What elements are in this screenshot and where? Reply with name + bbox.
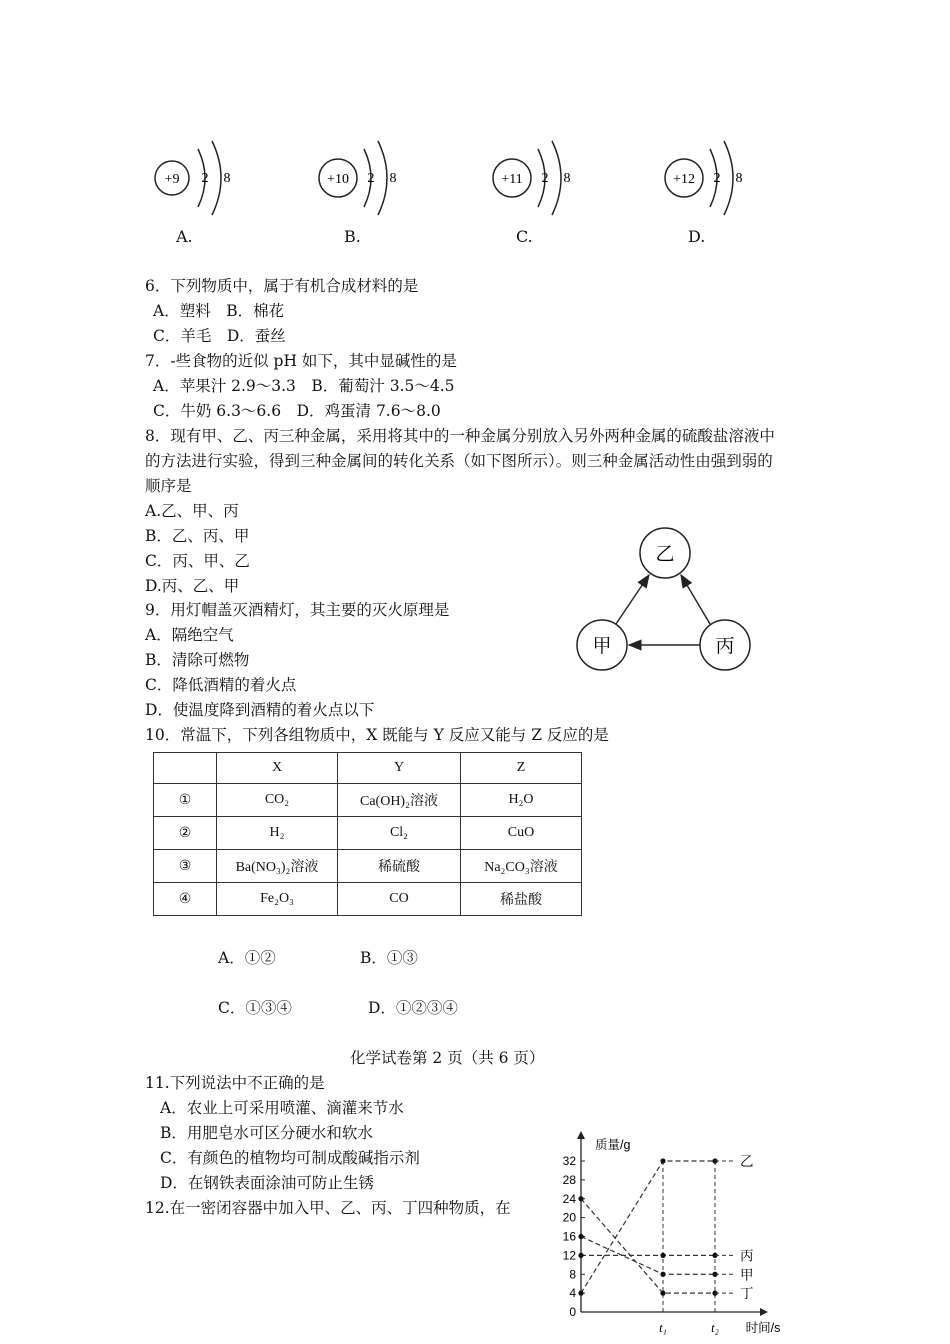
x-axis-arrow bbox=[760, 1308, 768, 1316]
data-point bbox=[660, 1272, 665, 1277]
y-axis-arrow bbox=[577, 1131, 585, 1139]
data-point bbox=[660, 1253, 665, 1258]
q10-option-d: D．①②③④ bbox=[368, 999, 458, 1017]
q8-option-d: D.丙、乙、甲 bbox=[145, 577, 240, 595]
q11-option-d: D．在钢铁表面涂油可防止生锈 bbox=[160, 1174, 374, 1192]
atom-diagram-c bbox=[490, 135, 620, 250]
svg-text:8: 8 bbox=[735, 171, 743, 186]
option-label: C. bbox=[516, 227, 533, 246]
x-tick-label: t₂ bbox=[711, 1321, 719, 1335]
q11-option-c: C．有颜色的植物均可制成酸碱指示剂 bbox=[160, 1149, 420, 1167]
y-axis-title: 质量/g bbox=[595, 1138, 631, 1152]
arrow-left-to-top bbox=[616, 575, 649, 624]
table-row: ④ Fe₂O₃ CO 稀盐酸 bbox=[154, 883, 582, 916]
nucleus-charge: +11 bbox=[501, 172, 523, 187]
q8-option-b: B．乙、丙、甲 bbox=[145, 527, 250, 545]
svg-text:8: 8 bbox=[389, 171, 397, 186]
chart-series bbox=[578, 1158, 736, 1295]
data-point bbox=[578, 1234, 583, 1239]
data-point bbox=[578, 1291, 583, 1296]
table-row: ② H₂ Cl₂ CuO bbox=[154, 817, 582, 850]
data-point bbox=[578, 1196, 583, 1201]
option-label: D. bbox=[688, 227, 706, 246]
q10-option-c: C．①③④ bbox=[218, 999, 292, 1017]
q10-option-a: A．①② bbox=[218, 949, 276, 967]
nucleus-charge: +9 bbox=[164, 172, 180, 187]
y-tick-label: 28 bbox=[562, 1172, 576, 1187]
x-tick-label: t₁ bbox=[659, 1321, 667, 1335]
y-tick-label: 24 bbox=[562, 1191, 576, 1206]
chart-guides bbox=[663, 1161, 715, 1312]
q8-stem-line3: 顺序是 bbox=[145, 477, 192, 495]
data-point bbox=[660, 1291, 665, 1296]
q9-option-d: D．使温度降到酒精的着火点以下 bbox=[145, 701, 375, 719]
q9-option-a: A．隔绝空气 bbox=[145, 626, 234, 644]
q7-stem: 7．-些食物的近似 pH 如下，其中显碱性的是 bbox=[145, 352, 457, 370]
q12-stem: 12.在一密闭容器中加入甲、乙、丙、丁四种物质，在 bbox=[145, 1199, 511, 1217]
nucleus-charge: +12 bbox=[673, 172, 695, 187]
q7-options-2: C．牛奶 6.3～6.6 D．鸡蛋清 7.6～8.0 bbox=[153, 402, 441, 420]
y-tick-label: 0 bbox=[569, 1305, 576, 1319]
data-point bbox=[578, 1253, 583, 1258]
nucleus-charge: +10 bbox=[327, 172, 349, 187]
chart-labels bbox=[563, 1137, 780, 1335]
y-tick-label: 16 bbox=[562, 1229, 576, 1244]
series-line bbox=[581, 1161, 715, 1293]
option-label: A. bbox=[176, 227, 193, 246]
y-tick-label: 4 bbox=[569, 1286, 576, 1301]
svg-text:8: 8 bbox=[223, 171, 231, 186]
node-label-right: 丙 bbox=[715, 635, 735, 657]
table-header-row: X Y Z bbox=[154, 753, 582, 784]
x-axis-title: 时间/s bbox=[745, 1321, 780, 1335]
q10-stem: 10．常温下，下列各组物质中，X 既能与 Y 反应又能与 Z 反应的是 bbox=[145, 726, 609, 744]
series-label: 乙 bbox=[740, 1154, 754, 1170]
q7-options-1: A．苹果汁 2.9～3.3 B．葡萄汁 3.5～4.5 bbox=[153, 377, 455, 395]
q8-stem-line1: 8．现有甲、乙、丙三种金属，采用将其中的一种金属分别放入另外两种金属的硫酸盐溶液中 bbox=[145, 427, 775, 445]
q10-table bbox=[153, 752, 582, 916]
q6-options-2: C．羊毛 D．蚕丝 bbox=[153, 327, 286, 345]
metal-conversion-diagram bbox=[570, 525, 760, 680]
q9-option-b: B．清除可燃物 bbox=[145, 651, 250, 669]
svg-text:8: 8 bbox=[563, 171, 571, 186]
table-row: ③ Ba(NO₃)₂溶液 稀硫酸 Na₂CO₃溶液 bbox=[154, 850, 582, 883]
data-point bbox=[660, 1158, 665, 1163]
q8-option-c: C．丙、甲、乙 bbox=[145, 552, 250, 570]
svg-text:2: 2 bbox=[541, 171, 549, 186]
mass-time-chart bbox=[540, 1125, 780, 1340]
svg-text:2: 2 bbox=[713, 171, 721, 186]
y-tick-label: 32 bbox=[562, 1154, 576, 1168]
svg-text:2: 2 bbox=[367, 171, 375, 186]
atom-diagram-d bbox=[662, 135, 792, 250]
node-label-left: 甲 bbox=[592, 635, 612, 657]
q10-option-b: B．①③ bbox=[360, 949, 418, 967]
q9-stem: 9．用灯帽盖灭酒精灯，其主要的灭火原理是 bbox=[145, 601, 450, 619]
y-tick-label: 8 bbox=[569, 1267, 576, 1282]
q6-options-1: A．塑料 B．棉花 bbox=[153, 302, 285, 320]
svg-text:2: 2 bbox=[201, 171, 209, 186]
q8-option-a: A.乙、甲、丙 bbox=[145, 502, 239, 520]
series-label: 丁 bbox=[740, 1286, 754, 1303]
y-tick-label: 20 bbox=[562, 1210, 576, 1225]
series-line bbox=[581, 1199, 715, 1293]
series-label: 甲 bbox=[740, 1267, 754, 1284]
y-tick-label: 12 bbox=[562, 1248, 576, 1263]
atom-diagram-a bbox=[152, 135, 282, 250]
series-label: 丙 bbox=[740, 1248, 754, 1265]
q11-option-a: A．农业上可采用喷灌、滴灌来节水 bbox=[160, 1099, 404, 1117]
q6-stem: 6．下列物质中，属于有机合成材料的是 bbox=[145, 277, 419, 295]
q8-stem-line2: 的方法进行实验，得到三种金属间的转化关系（如下图所示）。则三种金属活动性由强到弱的 bbox=[145, 452, 773, 470]
atom-diagram-b bbox=[316, 135, 446, 250]
page-footer: 化学试卷第 2 页（共 6 页） bbox=[350, 1049, 545, 1067]
q9-option-c: C．降低酒精的着火点 bbox=[145, 676, 297, 694]
option-label: B. bbox=[344, 227, 361, 246]
arrow-right-to-top bbox=[681, 575, 710, 624]
q11-stem: 11.下列说法中不正确的是 bbox=[145, 1074, 325, 1092]
q11-option-b: B．用肥皂水可区分硬水和软水 bbox=[160, 1124, 373, 1142]
table-row: ① CO₂ Ca(OH)₂溶液 H₂O bbox=[154, 784, 582, 817]
node-label-top: 乙 bbox=[655, 543, 675, 565]
